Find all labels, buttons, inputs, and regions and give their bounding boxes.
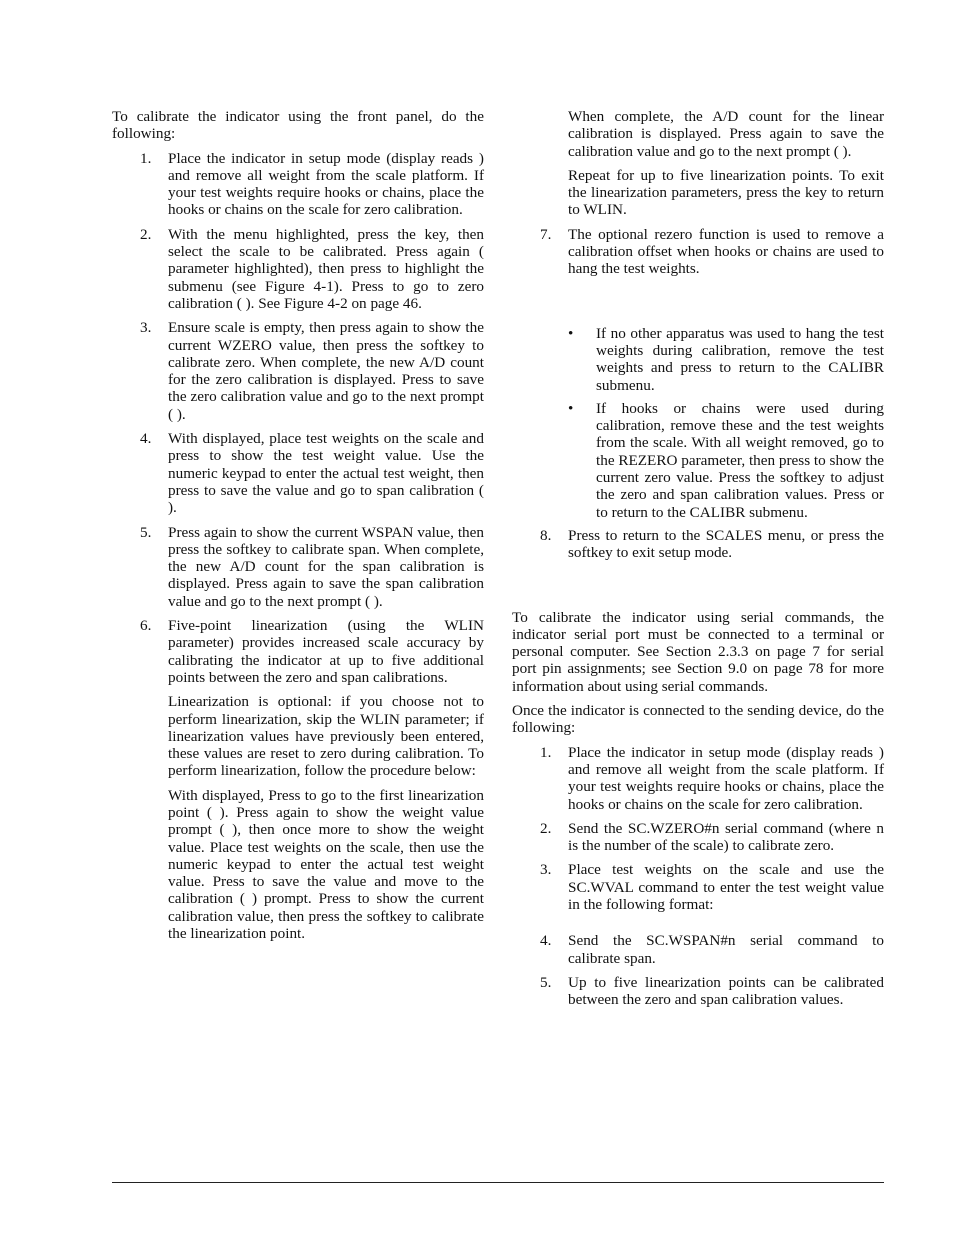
right-column — [512, 108, 884, 1015]
rezero-bullet — [512, 325, 884, 394]
step-number: 1. — [140, 149, 152, 167]
step-number: 6. — [140, 617, 152, 635]
step-text: Press to return to the SCALES menu, or press the softkey to exit setup mode. — [568, 526, 884, 562]
step-text: Place the indicator in setup mode (display reads ) and remove all weight from the scale platform. If your test weights require hooks or chains, place the hooks or chains on the scale for zero calibration. — [168, 149, 484, 219]
front-panel-step-6-continued — [512, 108, 884, 219]
footer-rule — [112, 1182, 884, 1183]
step-number: 7. — [540, 225, 552, 243]
linearization-complete-text: When complete, the A/D count for the linear calibration is displayed. Press again to save the calibration value and go to the next prompt ( ). — [568, 108, 884, 160]
step-text: Send the SC.WZERO#n serial command (where n is the number of the scale) to calibrate zero. — [568, 819, 884, 855]
step-number: 5. — [140, 523, 152, 541]
step-number: 8. — [540, 526, 552, 544]
serial-intro: To calibrate the indicator using serial commands, the indicator serial port must be connected to a terminal or personal computer. See Section 2.3.3 on page 7 for serial port pin assignments; see Section 9.0 on page 78 for more information about using serial commands. — [512, 608, 884, 695]
step-text: Send the SC.WSPAN#n serial command to calibrate span. — [568, 932, 884, 967]
step-number: 5. — [540, 973, 552, 991]
step-text: Press again to show the current WSPAN value, then press the softkey to calibrate span. When complete, the new A/D count for the span calibration is displayed. Press again to save the span calibration value and go to the next prompt ( ). — [168, 523, 484, 610]
front-panel-step-6 — [112, 617, 484, 942]
step-text: Place the indicator in setup mode (display reads ) and remove all weight from the scale platform. If your test weights require hooks or chains, place the hooks or chains on the scale for zero calibration. — [568, 743, 884, 813]
spacer — [512, 920, 884, 932]
step-text: With displayed, place test weights on the scale and press to show the test weight value. Use the numeric keypad to enter the actual test weight, then press to save the value and go to span calibration ( ). — [168, 430, 484, 517]
front-panel-step-7 — [512, 226, 884, 278]
front-panel-step-1 — [112, 150, 484, 219]
step-text: Five-point linearization (using the WLIN parameter) provides increased scale accuracy by calibrating the indicator at up to five additional points between the zero and span calibrations. — [168, 617, 484, 686]
bullet-text: If hooks or chains were used during calibration, remove these and the test weights from the scale. With all weight removed, go to the REZERO parameter, then press to show the current zero value. Press the softkey to adjust the zero and span calibration values. Press or to return to the CALIBR submenu. — [596, 399, 884, 521]
step-text: The optional rezero function is used to remove a calibration offset when hooks or chains are used to hang the test weights. — [568, 225, 884, 278]
front-panel-step-8 — [512, 527, 884, 562]
bullet-dot: • — [568, 399, 574, 417]
left-column — [112, 108, 484, 949]
serial-step-3 — [512, 861, 884, 913]
step-number: 3. — [540, 861, 552, 879]
step-number: 4. — [140, 430, 152, 448]
bullet-dot: • — [568, 324, 574, 342]
bullet-text: If no other apparatus was used to hang the test weights during calibration, remove the test weights and press to return to the CALIBR submenu. — [596, 324, 884, 394]
step-number: 2. — [140, 225, 152, 243]
serial-step-4 — [512, 932, 884, 967]
linearization-procedure: With displayed, Press to go to the first linearization point ( ). Press again to show the weight value prompt ( ), then once more to show the weight value. Place test weights on the scale, then use the numeric keypad to enter the actual test weight value. Press to save the value and move to the calibration ( ) prompt. Press to show the current calibration value, then press the softkey to calibrate the linearization point. — [168, 786, 484, 943]
linearization-repeat-text: Repeat for up to five linearization points. To exit the linearization parameters, press the key to return to WLIN. — [568, 166, 884, 219]
front-panel-intro: To calibrate the indicator using the front panel, do the following: — [112, 108, 484, 143]
linearization-note: Linearization is optional: if you choose not to perform linearization, skip the WLIN parameter; if linearization values have previously been entered, these values are reset to zero during calibration. To perform linearization, follow the procedure below: — [168, 693, 484, 780]
step-text: Ensure scale is empty, then press again to show the current WZERO value, then press the softkey to calibrate zero. When complete, the new A/D count for the zero calibration is displayed. Press to save the zero calibration value and go to the next prompt ( ). — [168, 319, 484, 423]
step-number: 1. — [540, 743, 552, 761]
spacer — [512, 285, 884, 325]
rezero-bullet — [512, 400, 884, 521]
front-panel-step-4 — [112, 430, 484, 516]
step-number: 3. — [140, 319, 152, 337]
serial-step-2 — [512, 820, 884, 855]
serial-intro-2: Once the indicator is connected to the sending device, do the following: — [512, 702, 884, 737]
front-panel-step-5 — [112, 524, 484, 610]
serial-step-5 — [512, 974, 884, 1009]
step-number: 4. — [540, 932, 552, 950]
front-panel-step-2 — [112, 226, 484, 312]
step-text: Up to five linearization points can be calibrated between the zero and span calibration values. — [568, 973, 884, 1009]
front-panel-step-3 — [112, 319, 484, 423]
step-text: With the menu highlighted, press the key, then select the scale to be calibrated. Press again ( parameter highlighted), then press to highlight the submenu (see Figure 4-1). Press to go to zero calibration ( ). See Figure 4-2 on page 46. — [168, 225, 484, 312]
serial-step-1 — [512, 744, 884, 813]
spacer — [512, 569, 884, 609]
step-number: 2. — [540, 819, 552, 837]
step-text: Place test weights on the scale and use the SC.WVAL command to enter the test weight value in the following format: — [568, 861, 884, 913]
